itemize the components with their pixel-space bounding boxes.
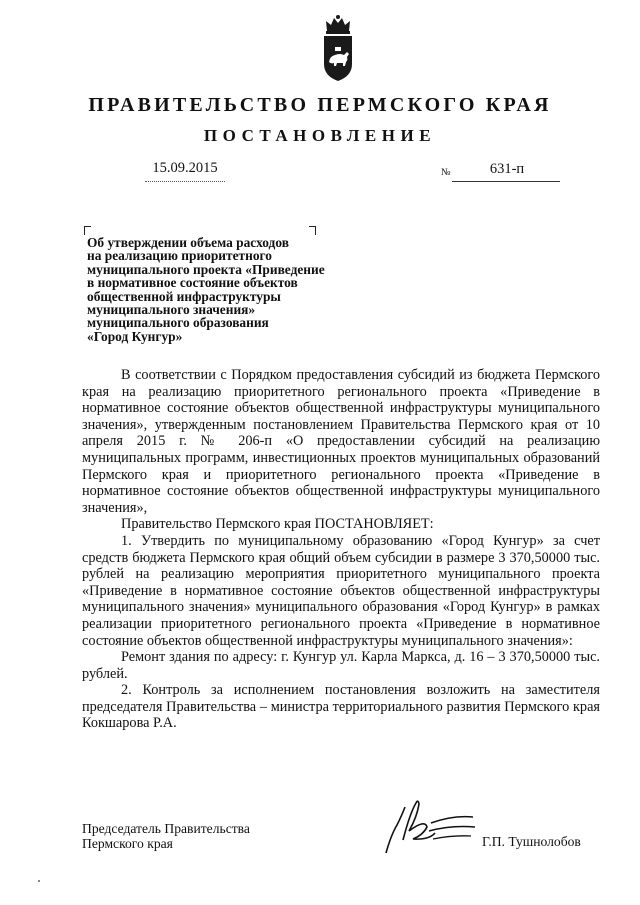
subject-line: Об утверждении объема расходов (87, 235, 289, 250)
signatory-position (82, 822, 250, 851)
subject-line: муниципального образования (87, 315, 269, 331)
subject-line: «Город Кунгур» (87, 328, 183, 344)
date-underline (145, 181, 225, 182)
position-line: Пермского края (82, 835, 173, 851)
subject-line: общественной инфраструктуры (87, 288, 281, 304)
handwritten-signature (383, 795, 478, 857)
title-corner-mark-left (84, 226, 91, 235)
document-date: 15.09.2015 (152, 160, 218, 176)
subject-line: в нормативное состояние объектов (87, 275, 298, 291)
item-1-paragraph: 1. Утвердить по муниципальному образованию «Город Кунгур» за счет средств бюджета Пермского края общий объем субсидии в размере 3 370,50000 тыс. рублей на реализацию мероприятия приоритетного муниципального проекта «Приведение в нормативное состояние объектов общественной инфраструктуры муниципального значения» муниципального образования «Город Кунгур» в рамках реализации приоритетного регионального проекта «Приведение в нормативное состояние объектов общественной инфраструктуры муниципального значения»: (82, 532, 600, 649)
document-type-title: ПОСТАНОВЛЕНИЕ (203, 126, 437, 145)
position-line: Председатель Правительства (82, 821, 250, 836)
government-title: ПРАВИТЕЛЬСТВО ПЕРМСКОГО КРАЯ (88, 94, 552, 116)
document-subject (87, 236, 347, 343)
preamble-paragraph: В соответствии с Порядком предоставления субсидий из бюджета Пермского края на реализацию приоритетного регионального проекта «Приведение в нормативное состояние объектов общественной инфраструктуры муниципального значения», утвержденным постановлением Правительства Пермского края от 10 апреля 2015 г. № 206-п «О предоставлении субсидий на реализацию муниципальных программ, инвестиционных проектов муниципальных образований Пермского края и приоритетного регионального проекта «Приведение в нормативное состояние объектов общественной инфраструктуры муниципального значения», (82, 367, 600, 516)
resolves-paragraph: Правительство Пермского края ПОСТАНОВЛЯЕТ: (121, 516, 434, 533)
signatory-name: Г.П. Тушнолобов (482, 834, 581, 849)
document-number: 631-п (489, 161, 525, 177)
subject-line: муниципального проекта «Приведение (87, 261, 325, 277)
number-underline (452, 181, 560, 182)
coat-of-arms-icon (318, 14, 358, 82)
item-2-paragraph: 2. Контроль за исполнением постановления возложить на заместителя председателя Правительства – министра территориального развития Пермского края Кокшарова Р.А. (82, 682, 600, 732)
scan-speck (38, 880, 40, 882)
title-corner-mark-right (309, 226, 316, 235)
item-1-detail-paragraph: Ремонт здания по адресу: г. Кунгур ул. Карла Маркса, д. 16 – 3 370,50000 тыс. рублей. (82, 649, 600, 682)
number-sign: № (441, 167, 451, 178)
document-body (82, 367, 600, 732)
subject-line: на реализацию приоритетного (87, 248, 272, 264)
subject-line: муниципального значения» (87, 302, 256, 318)
